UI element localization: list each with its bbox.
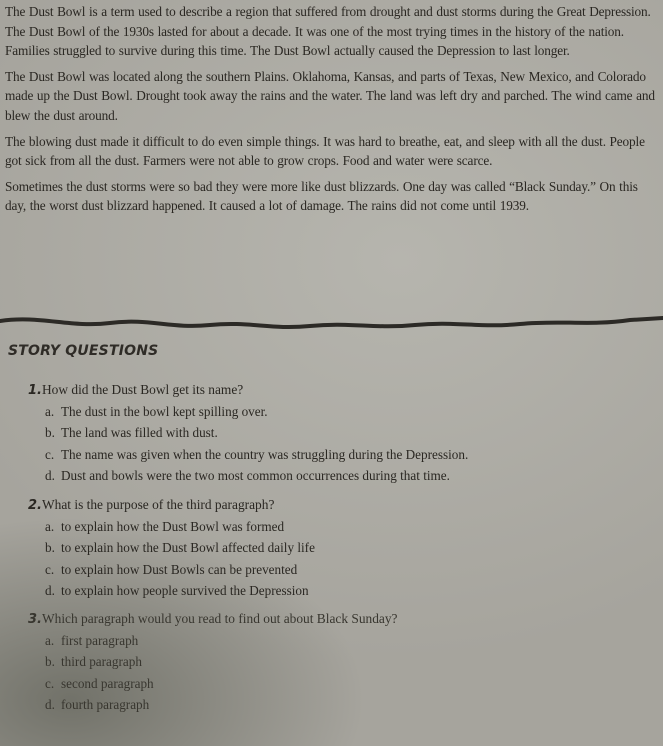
option-text: The dust in the bowl kept spilling over. [61,404,268,419]
option-letter: a. [45,633,55,648]
answer-option[interactable] [45,580,638,601]
answer-option[interactable] [45,630,638,651]
answer-option[interactable] [45,694,638,715]
answer-option[interactable] [45,401,638,422]
option-text: second paragraph [61,675,154,691]
option-letter: c. [45,561,55,577]
option-text: fourth paragraph [61,696,150,712]
option-letter: d. [45,582,55,598]
answer-option[interactable] [45,559,638,580]
answer-option[interactable] [45,465,638,486]
option-letter: b. [45,540,55,556]
option-letter: d. [45,467,55,483]
reading-passage [5,2,655,222]
question-number: 1. [28,383,42,398]
option-text: Dust and bowls were the two most common occurrences during that time. [61,467,450,483]
paragraph-3: The blowing dust made it difficult to do even simple things. It was hard to breathe, eat, and sleep with all the dust. People got sick from all the dust. Farmers were not able to grow crops. Food and water were scarce. [5,133,645,169]
question-prompt: What is the purpose of the third paragraph? [42,497,275,512]
option-text: The name was given when the country was struggling during the Depression. [61,446,469,462]
paragraph-2: The Dust Bowl was located along the southern Plains. Oklahoma, Kansas, and parts of Texas, New Mexico, and Colorado made up the Dust Bowl. Drought took away the rains and the water. The land was left dry and parched. The wind came and blew the dust around. [5,68,655,123]
option-letter: b. [45,425,55,441]
option-letter: a. [45,404,55,419]
option-letter: d. [45,696,55,712]
answer-option[interactable] [45,516,638,537]
option-letter: c. [45,675,55,691]
question-number: 2. [28,498,42,513]
question-text [28,380,638,401]
question-text [28,609,638,630]
question-number: 3. [28,612,42,627]
question-1 [28,380,638,486]
question-prompt: How did the Dust Bowl get its name? [42,382,244,397]
option-text: The land was filled with dust. [61,425,218,441]
option-text: to explain how the Dust Bowl was formed [61,519,285,534]
wavy-divider [0,308,663,338]
answer-option[interactable] [45,673,638,694]
story-questions-heading: STORY QUESTIONS [8,343,159,359]
option-text: to explain how the Dust Bowl affected daily life [61,540,315,556]
option-text: to explain how Dust Bowls can be prevented [61,561,298,577]
option-letter: c. [45,446,55,462]
option-text: to explain how people survived the Depression [61,582,309,598]
option-text: first paragraph [61,633,139,648]
paragraph-4: Sometimes the dust storms were so bad they were more like dust blizzards. One day was called “Black Sunday.” On this day, the worst dust blizzard happened. It caused a lot of damage. The rains did not come until 1939. [5,178,638,214]
answer-option[interactable] [45,651,638,672]
option-letter: b. [45,654,55,670]
question-3 [28,609,638,715]
question-text [28,495,638,516]
question-prompt: Which paragraph would you read to find out about Black Sunday? [42,611,398,626]
answer-option[interactable] [45,422,638,443]
option-text: third paragraph [61,654,142,670]
question-2 [28,495,638,601]
answer-option[interactable] [45,444,638,465]
paragraph-1: The Dust Bowl is a term used to describe a region that suffered from drought and dust storms during the Great Depression. The Dust Bowl of the 1930s lasted for about a decade. It was one of the most trying times in the history of the nation. Families struggled to survive during this time. The Dust Bowl actually caused the Depression to last longer. [5,4,651,59]
option-letter: a. [45,519,55,534]
answer-option[interactable] [45,537,638,558]
